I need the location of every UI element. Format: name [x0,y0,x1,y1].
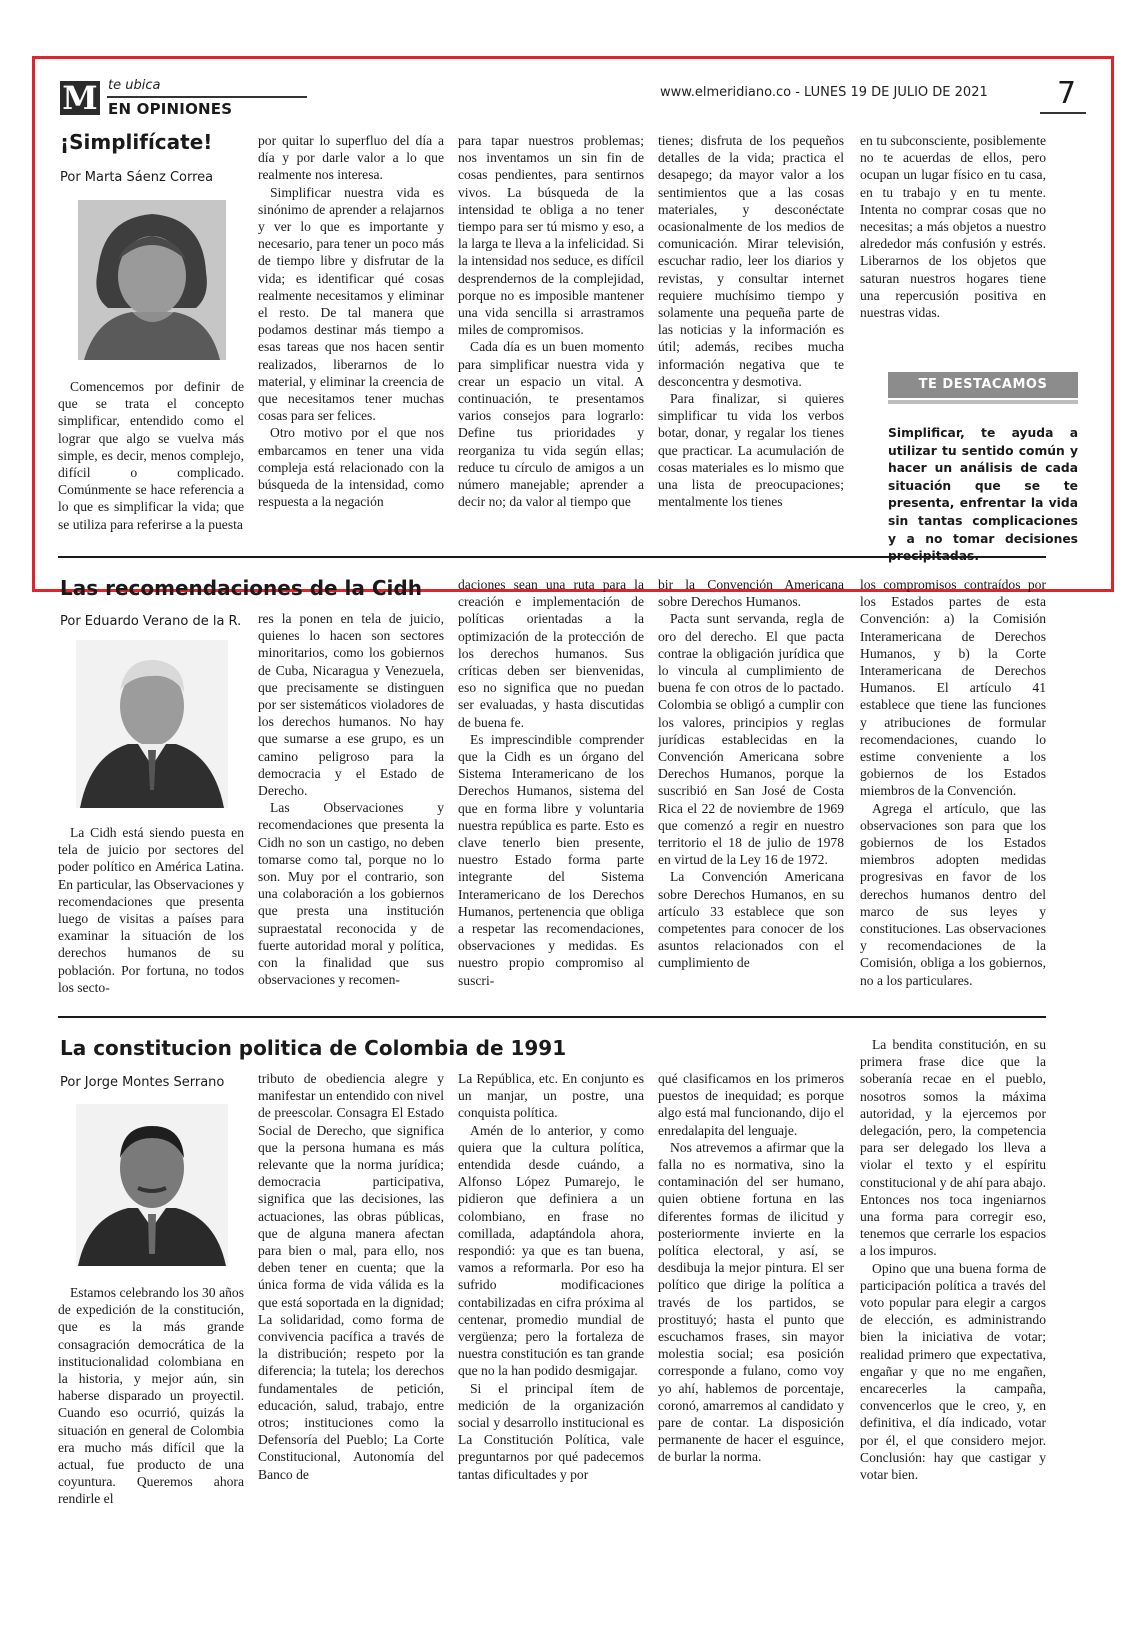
paragraph: bir la Convención Americana sobre Derechos Humanos. [658,577,844,610]
paragraph: La República, etc. En conjunto es un manjar, un postre, una conquista política. [458,1071,644,1121]
paragraph: Para finalizar, si quieres simplificar tu vida los verbos botar, donar, y regalar los tienes que practicar. La acumulación de cosas materiales es lo mismo que una lista de preocupaciones; mentalmente los tienes [658,391,844,510]
paragraph: res la ponen en tela de juicio, quienes lo hacen son sectores minoritarios, como los gobiernos de Cuba, Nicaragua y Venezuela, que precisamente se distinguen por ser sistemáticos violadores de los derechos humanos. No hay que sumarse a ese grupo, es un camino peligroso para la democracia y el Estado de Derecho. [258,611,444,799]
article3-title: La constitucion politica de Colombia de 1991 [60,1036,567,1060]
article1-byline: Por Marta Sáenz Correa [60,170,214,185]
paragraph: en tu subconsciente, posiblemente no te acuerdas de ellos, pero ocupan un lugar físico en tu casa, en tu trabajo y en tu mente. Intenta no comprar cosas que no necesitas; a más objetos a nuestro alrededor más confusión y estrés. Liberarnos de los objetos que saturan nuestros hogares tiene una repercusión positiva en nuestras vidas. [860,133,1046,321]
paragraph: Estamos celebrando los 30 años de expedición de la constitución, que es la más grande consagración democrática de la institucionalidad colombiana en la historia, y mejor aún, sin haberse disparado un proyectil. Cuando eso ocurrió, quizás la situación en general de Colombia era mucho más difícil que la actual, fue producto de una coyuntura. Queremos ahora rendirle el [58,1285,244,1507]
article1-column-2 [258,132,444,552]
paragraph: Agrega el artículo, que las observaciones son para que los gobiernos de los Estados miembros adopten medidas progresivas en favor de los derechos humanos dentro del marco de sus leyes y constituciones. Las observaciones y recomendaciones de la Comisión, obliga a los gobiernos, no a los particulares. [860,800,1046,988]
article2-column-3 [458,576,644,1004]
article2-byline: Por Eduardo Verano de la R. [60,614,242,629]
article2-column-4 [658,576,844,1004]
article3-column-4 [658,1070,844,1574]
paragraph: La bendita constitución, en su primera frase dice que la soberanía recae en el pueblo, nosotros somos la máxima autoridad, y la ejercemos por delegación, pero, la competencia para ser delegado los lleva a violar el texto y el espíritu constitucional y de ahí para abajo. Entonces nos toca ingeniarnos una forma para corregir eso, tenemos que cerrarle los espacios a los impuros. [860,1037,1046,1259]
paragraph: La Convención Americana sobre Derechos Humanos, en su artículo 33 establece que son competentes para conocer de los asuntos relacionados con el cumplimiento de [658,869,844,971]
article1-column-4 [658,132,844,552]
paragraph: Amén de lo anterior, y como quiera que la cultura política, entendida desde cuándo, a Alfonso López Pumarejo, le pidieron que definiera a un colombiano, en frase no comillada, adaptándola ahora, respondió: ya que es tan buena, vamos a reformarla. Por eso ha sufrido modificaciones contabilizadas en cifra próxima al centenar, promedio mundial de vergüenza; pero la fortaleza de nuestra constitución es tan grande que no la han podido desmigajar. [458,1122,644,1379]
article2-title: Las recomendaciones de la Cidh [60,576,422,600]
section-kicker: te ubica [108,78,161,93]
paragraph: tienes; disfruta de los pequeños detalles de la vida; practica el desapego; da mayor valor a los sentimientos que a las cosas materiales, y desconéctate ocasionalmente de los medios de comunicación. Mirar televisión, escuchar radio, leer los diarios y revistas, y consultar internet requiere muchísimo tiempo y solamente una pequeña parte de las noticias y la información es útil; además, recibes mucha información negativa que te desconcentra y desmotiva. [658,133,844,389]
author-portrait-icon [76,640,228,808]
article2-column-2 [258,610,444,1004]
paragraph: Las Observaciones y recomendaciones que presenta la Cidh no son un castigo, no deben tomarse como tal, porque no lo son. Muy por el contrario, son una colaboración a los gobiernos que presta una institución supraestatal reconocida y de fuerte autoridad moral y política, con la finalidad que sus observaciones y recomen- [258,800,444,988]
dateline: www.elmeridiano.co - LUNES 19 DE JULIO DE 2021 [660,85,988,100]
paragraph: Otro motivo por el que nos embarcamos en tener una vida compleja está relacionado con la búsqueda de la intensidad, como respuesta a la negación [258,425,444,510]
author-photo-marta [78,200,226,360]
section-title: EN OPINIONES [108,100,233,118]
article3-byline: Por Jorge Montes Serrano [60,1075,225,1090]
article-divider [58,1016,1046,1018]
newspaper-logo: M [60,81,100,115]
paragraph: tributo de obediencia alegre y manifestar un entendido con nivel de preescolar. Consagra El Estado Social de Derecho, que significa que la persona humana es más relevante que la norma jurídica; democracia participativa, significa que las decisiones, las actuaciones, las obras públicas, que de alguna manera afectan para bien o mal, para ello, nos deben tener en cuenta; que la única forma de vida válida es la que está soportada en la dignidad; La solidaridad, como forma de convivencia pacífica a través de la distribución; respeto por la diferencia; la tutela; los derechos fundamentales de petición, educación, salud, trabajo, entre otros; instituciones como la Defensoría del Pueblo; La Corte Constitucional, Autonomía del Banco de [258,1071,444,1482]
page-number-rule [1040,112,1086,114]
paragraph: Nos atrevemos a afirmar que la falla no es normativa, sino la contaminación del ser humano, quien obtiene fortuna en las diferentes formas de ilicitud y posteriormente invierte en la política electoral, y así, se desdibuja la mejor pintura. El ser político que dirige la política a través de los partidos, se prostituyó; hasta el punto que escuchamos frases, sin mayor molestia social; esa posición corresponde a fulano, como voy yo ahí, hablemos de porcentaje, coronó, amarremos al candidato y pare de contar. La disposición permanente de hacer el esguince, de burlar la norma. [658,1139,844,1465]
paragraph: Opino que una buena forma de participación política a través del voto popular para elegir a cargos de elección, es administrando bien la iniciativa de votar; realidad primero que expectativa, engañar y que no me engañen, encarecerles la campaña, convencerlos que le creo, y, en definitiva, el día indicado, votar por él, el que considero mejor. Conclusión: hay que castigar y votar bien. [860,1260,1046,1483]
paragraph: Simplificar nuestra vida es sinónimo de aprender a relajarnos y ver lo que es importante y necesario, para tener un poco más de tiempo libre y disfrutar de la vida; es identificar qué cosas realmente necesitamos y eliminar el resto. De tal manera que podamos destinar más tiempo a esas tareas que nos hacen sentir realizados, liberarnos de lo material, y eliminar la creencia de que necesitamos tener muchas cosas para ser felices. [258,184,444,424]
author-portrait-icon [76,1104,228,1266]
article3-column-5 [860,1036,1046,1574]
article3-column-3 [458,1070,644,1574]
article2-column-1 [58,824,244,1004]
article-divider [58,556,1046,558]
author-photo-eduardo [76,640,228,808]
paragraph: por quitar lo superfluo del día a día y por darle valor a lo que realmente nos interesa. [258,133,444,183]
paragraph: qué clasificamos en los primeros puestos de inequidad; es porque algo está mal funcionando, dijo el enredalapita del lenguaje. [658,1071,844,1138]
article1-column-3 [458,132,644,552]
paragraph: Comencemos por definir de que se trata el concepto simplificar, entendido como el lograr que algo se vuelva más simple, es decir, menos complejo, difícil o complicado. Comúnmente se hace referencia a lo que es simplificar la vida; que se utiliza para referirse a la puesta [58,379,244,532]
callout-label: TE DESTACAMOS [888,372,1078,398]
kicker-rule [107,96,307,98]
page-number: 7 [1057,76,1077,111]
article1-column-1 [58,378,244,548]
article3-column-1 [58,1284,244,1574]
callout-text: Simplificar, te ayuda a utilizar tu sentido común y hacer un análisis de cada situación que se te presenta, enfrentar la vida sin tantas complicaciones y a no tomar decisiones [888,426,1078,546]
paragraph: Pacta sunt servanda, regla de oro del derecho. El que pacta contrae la obligación jurídica que lo vincula al cumplimiento de buena fe con otros de lo pactado. Colombia se obligó a cumplir con los valores, principios y reglas jurídicas establecidas en la Convención Americana sobre Derechos Humanos, porque la suscribió en San José de Costa Rica el 22 de noviembre de 1969 que comenzó a regir en nuestro territorio el 18 de julio de 1978 en virtud de la Ley 16 de 1972. [658,611,844,868]
callout-rule [888,400,1078,404]
paragraph: Cada día es un buen momento para simplificar nuestra vida y crear un espacio un vital. A continuación, te presentamos varios consejos para lograrlo: Define tus prioridades y reorganiza tu vida según ellas; reduce tu círculo de amigos a un número manejable; aprender a decir no; da valor al tiempo que [458,339,644,510]
author-photo-jorge [76,1104,228,1266]
paragraph: La Cidh está siendo puesta en tela de juicio por sectores del poder político en América Latina. En particular, las Observaciones y recomendaciones que presenta luego de visitas a países para examinar la situación de los derechos humanos de su población. Por fortuna, no todos los secto- [58,825,244,995]
paragraph: los compromisos contraídos por los Estados partes de esta Convención: a) la Comisión Interamericana de Derechos Humanos, y b) la Corte Interamericana de Derechos Humanos. El artículo 41 establece que tiene las funciones y atribuciones de formular recomendaciones, cuando lo estime conveniente a los gobiernos de los Estados miembros de la Convención. [860,577,1046,799]
article2-column-5 [860,576,1046,1004]
paragraph: Si el principal ítem de medición de la organización social y desarrollo institucional es La Constitución Política, vale preguntarnos por qué padecemos tantas dificultades y por [458,1380,644,1482]
paragraph: Es imprescindible comprender que la Cidh es un órgano del Sistema Interamericano de los Derechos Humanos, sistema del que en forma libre y voluntaria nuestra república es parte. Esto es clave tenerlo bien presente, nuestro Estado forma parte integrante del Sistema Interamericano de los Derechos Humanos, pertenencia que obliga a respetar las recomendaciones, observaciones y medidas. Es nuestro propio compromiso al suscri- [458,731,644,988]
author-portrait-icon [78,200,226,360]
article3-column-2 [258,1070,444,1574]
article1-column-5 [860,132,1046,352]
paragraph: para tapar nuestros problemas; nos inventamos un sin fin de cosas pendientes, para sentirnos vivos. La búsqueda de la intensidad te obliga a no tener tiempo para ser tú mismo y eso, a la larga te lleva a la infelicidad. Si la intensidad nos seduce, es difícil desprendernos de la complejidad, porque no es imposible mantener una vida sencilla si arrastramos miles de compromisos. [458,133,644,338]
paragraph: daciones sean una ruta para la creación e implementación de políticas orientadas a la optimización de la protección de los derechos humanos. Sus críticas deben ser bienvenidas, eso no significa que no puedan ser evaluadas, y hasta discutidas de buena fe. [458,577,644,730]
article1-title: ¡Simplifícate! [60,130,213,154]
